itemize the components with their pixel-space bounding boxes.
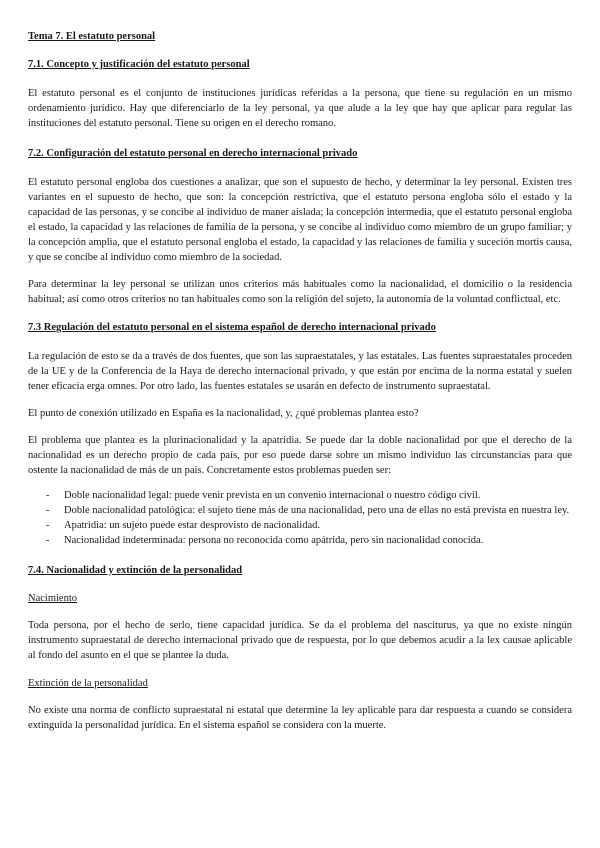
section-heading-7-1: 7.1. Concepto y justificación del estatuto personal (28, 59, 250, 70)
list-item-text: Doble nacionalidad legal: puede venir prevista en un convenio internacional o nuestro código civil. (64, 490, 481, 501)
dash-bullet: - (46, 535, 50, 546)
document-page (28, 30, 572, 733)
problem-list (28, 488, 572, 548)
paragraph: La regulación de esto se da a través de dos fuentes, que son las supraestatales, y las estatales. Las fuentes supraestatales proceden de la UE y de la Conferencia de la Haya de derecho internacional privado, y que están por encima de la norma estatal y suelen tener eficacia erga omnes. Por otro lado, las fuentes estatales se usarán en defecto de instrumento supraestatal. (28, 351, 572, 392)
paragraph: Toda persona, por el hecho de serlo, tiene capacidad jurídica. Se da el problema del nasciturus, ya que no existe ningún instrumento supraestatal de derecho internacional privado que de respuesta, por lo que debemos acudir a la lex causae aplicable al fondo del asunto en el que se plantee la duda. (28, 620, 572, 661)
paragraph: El problema que plantea es la plurinacionalidad y la apatridia. Se puede dar la doble nacionalidad por que el derecho de la nacionalidad es un derecho propio de cada país, por eso puede darse sobre un mismo individuo las circunstancias para que ostente la nacionalidad de más de un país. Concretamente estos problemas pueden ser: (28, 435, 572, 476)
section-heading-7-4: 7.4. Nacionalidad y extinción de la personalidad (28, 565, 243, 576)
section-heading-7-2: 7.2. Configuración del estatuto personal en derecho internacional privado (28, 148, 358, 159)
list-item-text: Apatridia: un sujeto puede estar desprovisto de nacionalidad. (64, 520, 321, 531)
list-item-text: Doble nacionalidad patológica: el sujeto tiene más de una nacionalidad, pero una de ellas no está prevista en nuestra ley. (64, 505, 570, 516)
subheading-extincion: Extinción de la personalidad (28, 678, 148, 689)
dash-bullet: - (46, 505, 50, 516)
paragraph: Para determinar la ley personal se utilizan unos criterios más habituales como la nacionalidad, el domicilio o la residencia habitual; así como otros criterios no tan habituales como son la religión del sujeto, la autonomía de la voluntad conflictual, etc. (28, 279, 572, 305)
list-item (28, 488, 572, 503)
paragraph: No existe una norma de conflicto supraestatal ni estatal que determine la ley aplicable para dar respuesta a cuando se considera extinguida la personalidad jurídica. En el sistema español se considera con la muerte. (28, 705, 572, 731)
paragraph: El punto de conexión utilizado en España es la nacionalidad, y, ¿qué problemas plantea esto? (28, 408, 419, 419)
list-item (28, 533, 572, 548)
subheading-nacimiento: Nacimiento (28, 593, 77, 604)
list-item-text: Nacionalidad indeterminada: persona no reconocida como apátrida, pero sin nacionalidad conocida. (64, 535, 484, 546)
section-heading-7-3: 7.3 Regulación del estatuto personal en el sistema español de derecho internacional privado (28, 322, 436, 333)
list-item (28, 518, 572, 533)
paragraph: El estatuto personal es el conjunto de instituciones jurídicas referidas a la persona, que tiene su regulación en un mismo ordenamiento jurídico. Hay que diferenciarlo de la ley personal, ya que alude a la ley que hay que aplicar para regular las instituciones del estatuto personal. Tiene su origen en el derecho romano. (28, 88, 572, 129)
list-item (28, 503, 572, 518)
dash-bullet: - (46, 520, 50, 531)
paragraph: El estatuto personal engloba dos cuestiones a analizar, que son el supuesto de hecho, y determinar la ley personal. Existen tres variantes en el supuesto de hecho, que son: la concepción restrictiva, que el estatuto persona engloba sólo el estado y la capacidad de las personas, y se concibe al individuo de maner aislada; la concepción intermedia, que el estatuto personal engloba el estado, la capacidad y las relaciones de familia de la persona, y se concibe al individuo como miembro de un grupo familiar; y la concepción amplia, que el estatuto personal engloba el estado, la capacidad y las relaciones de familia y suceción mortis causa, y que se concibe al individuo como miembro de la sociedad. (28, 177, 572, 263)
dash-bullet: - (46, 490, 50, 501)
document-title: Tema 7. El estatuto personal (28, 31, 156, 42)
